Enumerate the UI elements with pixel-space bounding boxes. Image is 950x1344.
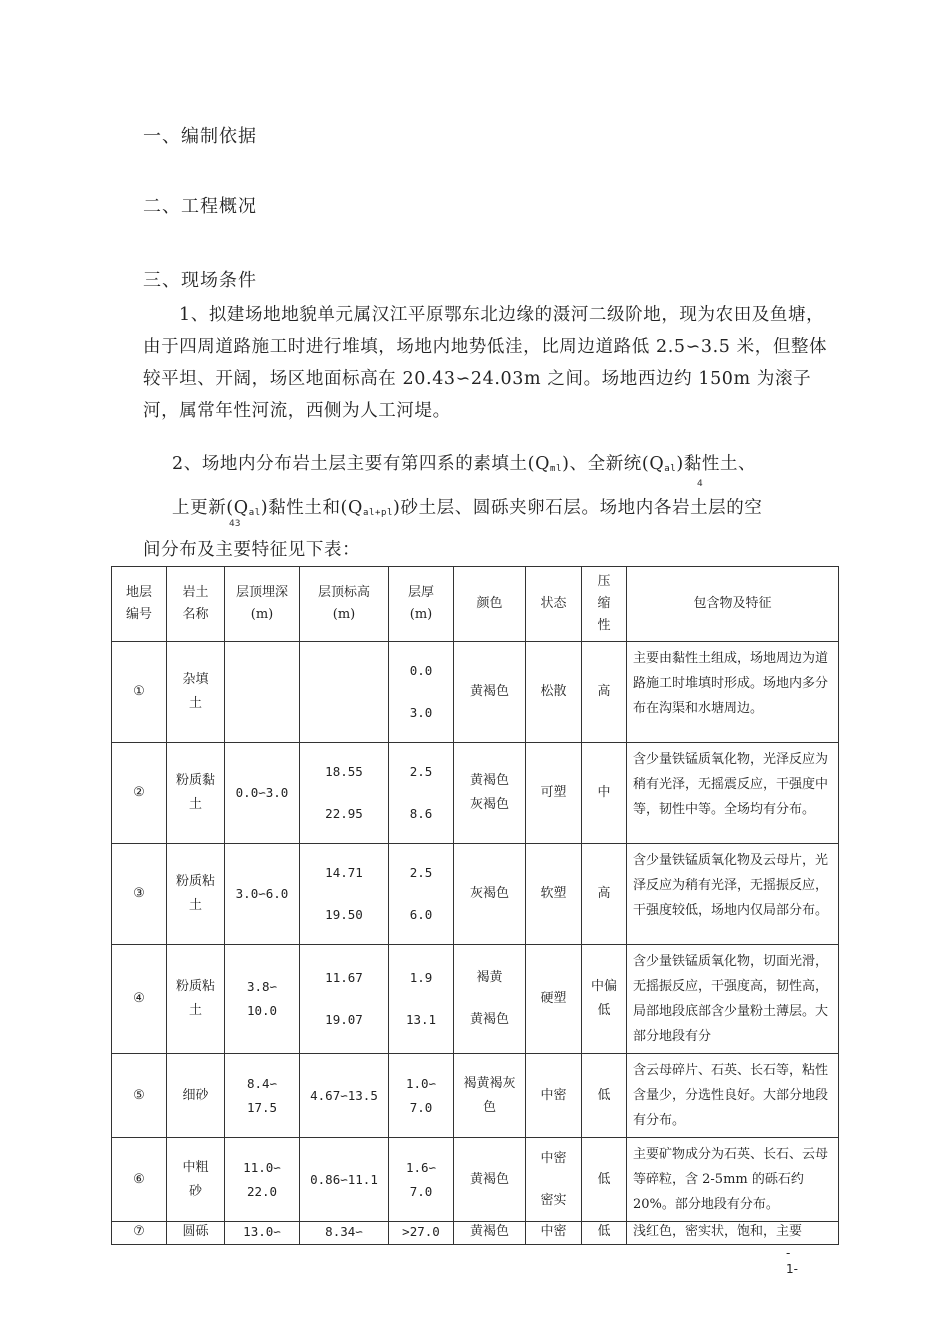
cell-compressibility: 高 — [582, 642, 627, 743]
subscript-marker-43: 43 — [229, 519, 241, 529]
cell-soil-name: 粉质粘 土 — [167, 945, 225, 1054]
cell-state: 松散 — [526, 642, 582, 743]
cell-layer-no: ⑤ — [112, 1054, 167, 1138]
cell-elevation: 18.55 22.95 — [300, 743, 389, 844]
cell-layer-no: ③ — [112, 844, 167, 945]
cell-state: 硬塑 — [526, 945, 582, 1054]
cell-layer-no: ② — [112, 743, 167, 844]
cell-layer-no: ④ — [112, 945, 167, 1054]
cell-elevation: 4.67∽13.5 — [300, 1054, 389, 1138]
cell-thickness: 0.0 3.0 — [389, 642, 454, 743]
header-color: 颜色 — [454, 567, 526, 642]
cell-compressibility: 高 — [582, 844, 627, 945]
cell-state: 中密 — [526, 1222, 582, 1245]
paragraph-2-line-1: 2、场地内分布岩土层主要有第四系的素填土$(Q_{ml})$、全新统$(Q_{al})$黏性土、 — [172, 454, 757, 474]
header-compressibility: 压 缩 性 — [582, 567, 627, 642]
cell-state: 中密 — [526, 1054, 582, 1138]
cell-thickness: 2.5 8.6 — [389, 743, 454, 844]
cell-color: 褐黄 黄褐色 — [454, 945, 526, 1054]
paragraph-1: 1、拟建场地地貌单元属汉江平原鄂东北边缘的滠河二级阶地，现为农田及鱼塘，由于四周道路施工时进行堆填，场地内地势低洼，比周边道路低 2.5∽3.5 米，但整体较平坦、开阔，场区地面标高在 20.43∽24.03m 之间。场地西边约 150m 为滚子河，属常年性河流，西侧为人工河堤。 — [143, 305, 828, 421]
table-row — [112, 1138, 839, 1222]
header-state: 状态 — [526, 567, 582, 642]
cell-elevation: 8.34∽ — [300, 1222, 389, 1245]
cell-layer-no: ① — [112, 642, 167, 743]
cell-features: 含少量铁锰质氧化物及云母片，光泽反应为稍有光泽，无摇振反应，干强度较低，场地内仅局部分布。 — [627, 844, 839, 945]
cell-color: 黄褐色 — [454, 1222, 526, 1245]
cell-compressibility: 低 — [582, 1222, 627, 1245]
cell-depth: 11.0∽ 22.0 — [225, 1138, 300, 1222]
cell-soil-name: 杂填 土 — [167, 642, 225, 743]
cell-thickness: 1.6∽ 7.0 — [389, 1138, 454, 1222]
cell-features: 浅红色，密实状，饱和，主要 — [627, 1222, 839, 1245]
cell-color: 黄褐色 — [454, 1138, 526, 1222]
table-row — [112, 1222, 839, 1245]
cell-color: 灰褐色 — [454, 844, 526, 945]
cell-compressibility: 低 — [582, 1054, 627, 1138]
cell-compressibility: 中偏 低 — [582, 945, 627, 1054]
cell-features: 主要矿物成分为石英、长石、云母等碎粒，含 2-5mm 的砾石约 20%。部分地段有分布。 — [627, 1138, 839, 1222]
header-top-elevation: 层顶标高 (m) — [300, 567, 389, 642]
cell-state: 可塑 — [526, 743, 582, 844]
header-thickness: 层厚 (m) — [389, 567, 454, 642]
cell-elevation: 0.86∽11.1 — [300, 1138, 389, 1222]
soil-layer-table — [111, 566, 839, 1245]
cell-layer-no: ⑥ — [112, 1138, 167, 1222]
page-footer-dash: - — [786, 1246, 791, 1260]
cell-soil-name: 中粗 砂 — [167, 1138, 225, 1222]
cell-layer-no: ⑦ — [112, 1222, 167, 1245]
cell-state: 软塑 — [526, 844, 582, 945]
header-soil-name: 岩土 名称 — [167, 567, 225, 642]
table-row — [112, 945, 839, 1054]
cell-depth: 13.0∽ — [225, 1222, 300, 1245]
heading-site-conditions: 三、现场条件 — [143, 270, 257, 291]
cell-thickness: >27.0 — [389, 1222, 454, 1245]
cell-color: 黄褐色 — [454, 642, 526, 743]
cell-features: 含云母碎片、石英、长石等，粘性含量少，分选性良好。大部分地段有分布。 — [627, 1054, 839, 1138]
header-features: 包含物及特征 — [627, 567, 839, 642]
cell-thickness: 2.5 6.0 — [389, 844, 454, 945]
cell-elevation: 14.71 19.50 — [300, 844, 389, 945]
cell-features: 主要由黏性土组成，场地周边为道路施工时堆填时形成。场地内多分布在沟渠和水塘周边。 — [627, 642, 839, 743]
cell-state: 中密 密实 — [526, 1138, 582, 1222]
cell-elevation: 11.67 19.07 — [300, 945, 389, 1054]
cell-features: 含少量铁锰质氧化物，光泽反应为稍有光泽，无摇震反应，干强度中等，韧性中等。全场均有分布。 — [627, 743, 839, 844]
paragraph-2-line-2: 上更新$(Q_{al})$黏性土和$(Q_{al+pl})$砂土层、圆砾夹卵石层。场地内各岩土层的空 — [172, 498, 763, 518]
cell-compressibility: 低 — [582, 1138, 627, 1222]
paragraph-2-line-3: 间分布及主要特征见下表： — [143, 540, 361, 560]
table-header-row — [112, 567, 839, 642]
heading-basis: 一、编制依据 — [143, 126, 257, 147]
heading-overview: 二、工程概况 — [143, 196, 257, 217]
table-row — [112, 743, 839, 844]
cell-elevation — [300, 642, 389, 743]
page-number: 1- — [786, 1262, 798, 1276]
table-row — [112, 844, 839, 945]
table-row — [112, 642, 839, 743]
table-row — [112, 1054, 839, 1138]
cell-soil-name: 粉质粘 土 — [167, 844, 225, 945]
cell-depth: 3.0∽6.0 — [225, 844, 300, 945]
cell-features: 含少量铁锰质氧化物，切面光滑，无摇振反应，干强度高，韧性高，局部地段底部含少量粉土薄层。大部分地段有分 — [627, 945, 839, 1054]
cell-depth: 0.0∽3.0 — [225, 743, 300, 844]
cell-compressibility: 中 — [582, 743, 627, 844]
header-top-depth: 层顶埋深 (m) — [225, 567, 300, 642]
cell-color: 黄褐色 灰褐色 — [454, 743, 526, 844]
subscript-marker-4: 4 — [697, 479, 703, 489]
cell-depth: 8.4∽ 17.5 — [225, 1054, 300, 1138]
cell-thickness: 1.9 13.1 — [389, 945, 454, 1054]
cell-color: 褐黄褐灰 色 — [454, 1054, 526, 1138]
header-layer-no: 地层 编号 — [112, 567, 167, 642]
cell-soil-name: 细砂 — [167, 1054, 225, 1138]
cell-soil-name: 圆砾 — [167, 1222, 225, 1245]
cell-soil-name: 粉质黏 土 — [167, 743, 225, 844]
cell-depth — [225, 642, 300, 743]
cell-depth: 3.8∽ 10.0 — [225, 945, 300, 1054]
cell-thickness: 1.0∽ 7.0 — [389, 1054, 454, 1138]
